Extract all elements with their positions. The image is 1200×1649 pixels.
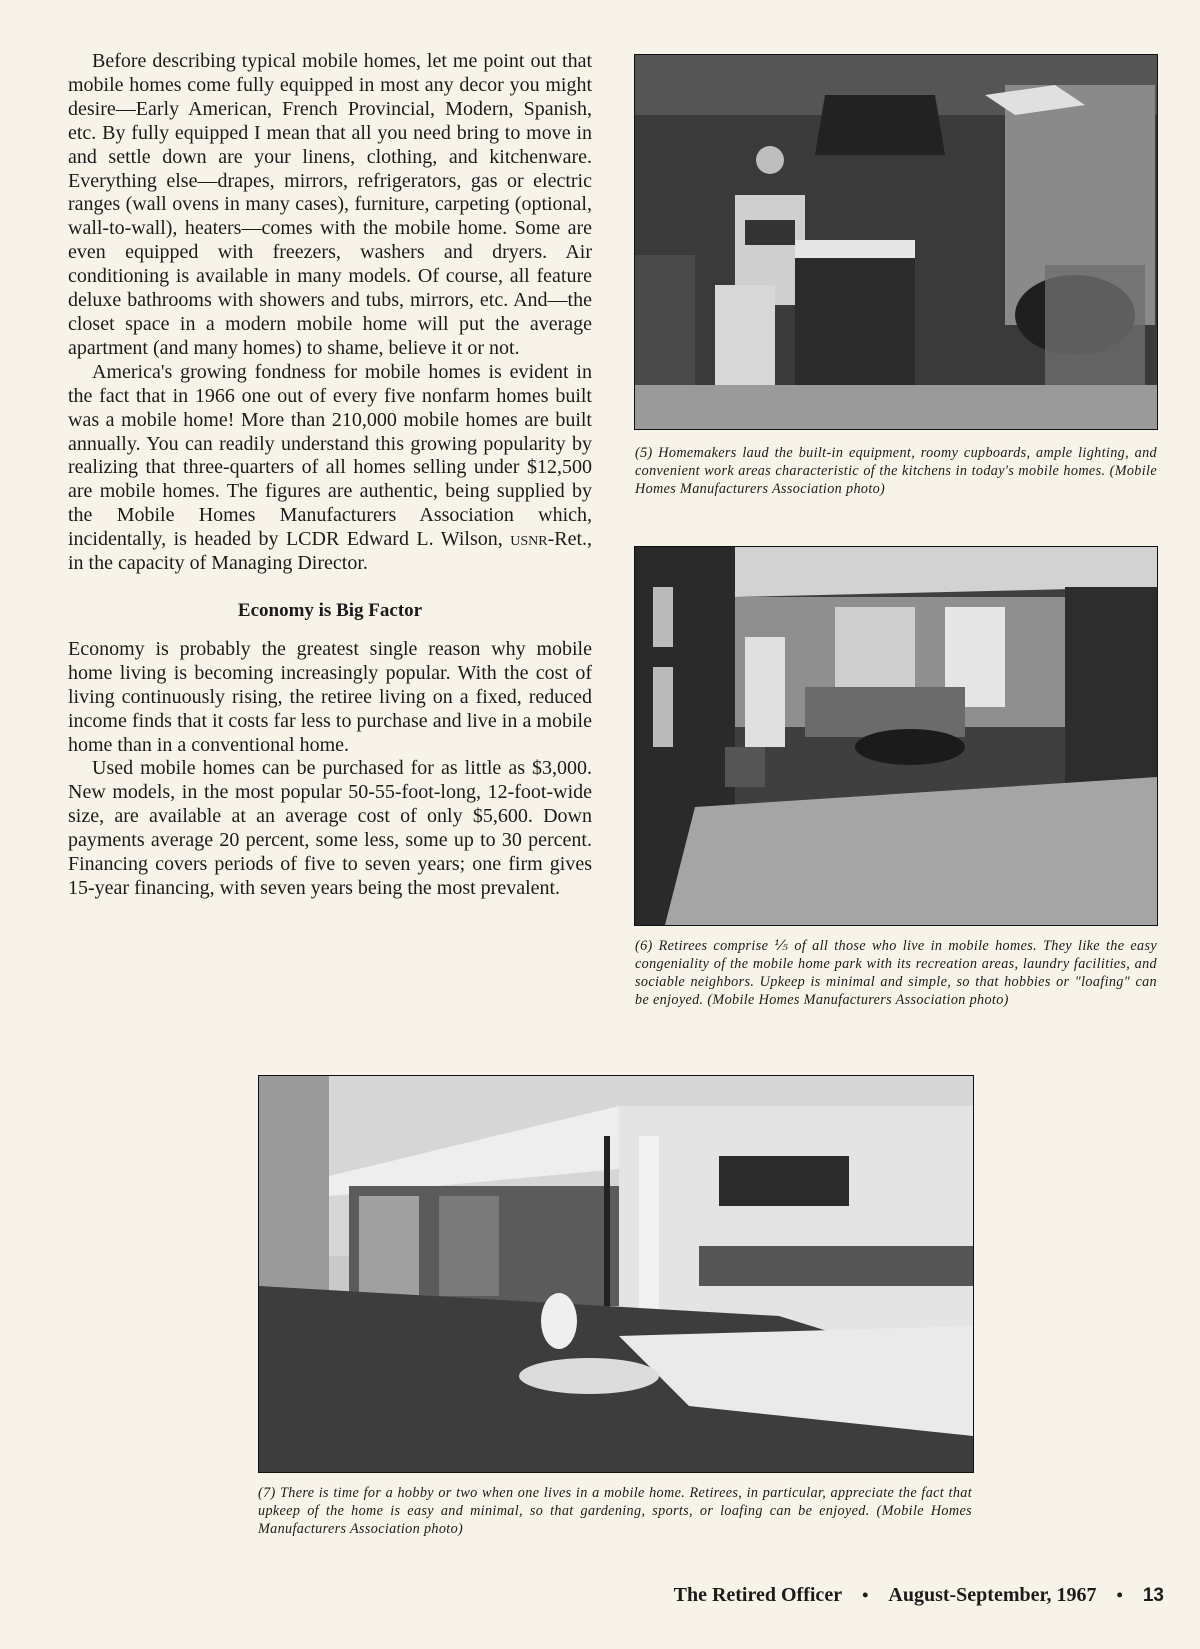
article-paragraph-tail: -Ret., in the capacity of Managing Director. xyxy=(68,528,592,575)
publication-name: The Retired Officer xyxy=(673,1584,843,1606)
page-number: 13 xyxy=(1142,1584,1164,1606)
mobile-home-exterior-photo xyxy=(258,1075,974,1473)
article-paragraph xyxy=(68,361,592,576)
article-body xyxy=(68,50,592,901)
article-paragraph-text: America's growing fondness for mobile homes is evident in the fact that in 1966 one out of every five nonfarm homes built was a mobile home! More than 210,000 mobile homes are built annually. You can readily understand this growing popularity by realizing that three-quarters of all homes selling under $12,500 are mobile homes. The figures are authentic, being supplied by the Mobile Homes Manufacturers Association which, incidentally, is headed by LCDR Edward L. Wilson, xyxy=(68,360,592,551)
page-footer xyxy=(674,1584,1164,1607)
footer-separator: • xyxy=(1116,1585,1123,1605)
kitchen-photo xyxy=(634,54,1158,430)
photo-caption: (6) Retirees comprise ⅕ of all those who live in mobile homes. They like the easy congeniality of the mobile home park with its recreation areas, laundry facilities, and sociable neighbors. Upkeep is minimal and simple, so that hobbies or "loafing" can be enjoyed. (Mobile Homes Manufacturers Association photo) xyxy=(635,938,1157,1008)
living-room-photo xyxy=(634,546,1158,926)
article-paragraph: Before describing typical mobile homes, let me point out that mobile homes come fully equipped in most any decor you might desire—Early American, French Provincial, Modern, Spanish, etc. By fully equipped I mean that all you need bring to move in and settle down are your linens, clothing, and kitchenware. Everything else—drapes, mirrors, refrigerators, gas or electric ranges (wall ovens in many cases), furniture, carpeting (optional, wall-to-wall), heaters—comes with the mobile home. Some are even equipped with freezers, washers and dryers. Air conditioning is available in many models. Of course, all feature deluxe bathrooms with showers and tubs, mirrors, etc. And—the closet space in a modern mobile home will put the average apartment (and many homes) to shame, believe it or not. xyxy=(68,50,592,359)
issue-date: August-September, 1967 xyxy=(888,1584,1097,1606)
photo-caption: (7) There is time for a hobby or two when one lives in a mobile home. Retirees, in particular, appreciate the fact that upkeep of the home is easy and minimal, so that gardening, sports, or loafing can be enjoyed. (Mobile Homes Manufacturers Association photo) xyxy=(258,1485,972,1537)
usnr-abbrev: usnr xyxy=(510,528,548,551)
footer-separator: • xyxy=(862,1585,869,1605)
article-paragraph: Used mobile homes can be purchased for as little as $3,000. New models, in the most popular 50-55-foot-long, 12-foot-wide size, are available at an average cost of only $5,600. Down payments average 20 percent, some less, some up to 30 percent. Financing covers periods of five to seven years; one firm gives 15-year financing, with seven years being the most prevalent. xyxy=(68,757,592,899)
section-heading: Economy is Big Factor xyxy=(237,599,423,621)
article-paragraph: Economy is probably the greatest single reason why mobile home living is becoming increasingly popular. With the cost of living continuously rising, the retiree living on a fixed, reduced income finds that it costs far less to purchase and live in a mobile home than in a conventional home. xyxy=(68,637,592,756)
photo-caption: (5) Homemakers laud the built-in equipment, roomy cupboards, ample lighting, and convenient work areas characteristic of the kitchens in today's mobile homes. (Mobile Homes Manufacturers Association photo) xyxy=(635,445,1157,497)
